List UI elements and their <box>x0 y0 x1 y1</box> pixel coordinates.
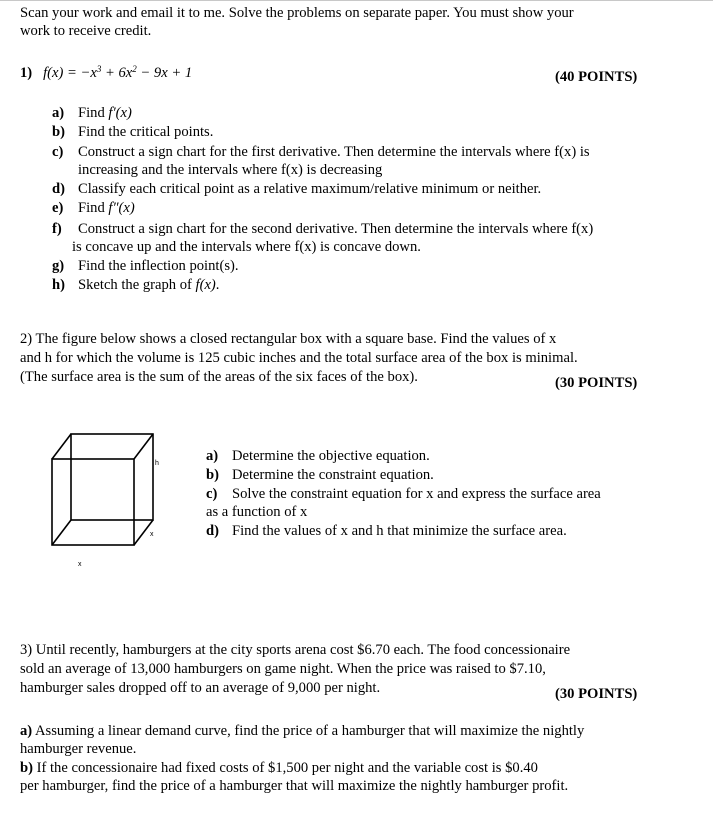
problem-3-line-1: 3) Until recently, hamburgers at the city sports arena cost $6.70 each. The food concessionaire <box>20 642 571 658</box>
part-label: b) <box>206 467 219 483</box>
part-text: Solve the constraint equation for x and express the surface area <box>232 486 601 502</box>
box-edge <box>134 434 153 459</box>
part-label: e) <box>52 200 64 216</box>
problem-3-line-2: sold an average of 13,000 hamburgers on game night. When the price was raised to $7.10, <box>20 661 546 677</box>
part-text: Determine the constraint equation. <box>232 467 434 483</box>
problem-3-line-3: hamburger sales dropped off to an average of 9,000 per night. <box>20 680 381 696</box>
part-label: a) <box>20 723 33 739</box>
part-label: f) <box>52 221 62 237</box>
part-text: Classify each critical point as a relative maximum/relative minimum or neither. <box>78 181 542 197</box>
function-exp-1: 3 <box>96 64 102 74</box>
problem-2-part-c-cont: as a function of x <box>206 504 308 520</box>
part-text: Find the values of x and h that minimize the surface area. <box>232 523 567 539</box>
label-x-side: x <box>150 531 154 538</box>
problem-2-part-b <box>206 466 434 484</box>
function-term-1: −x <box>80 65 97 81</box>
part-label: h) <box>52 277 65 293</box>
problem-1-function <box>43 65 192 81</box>
box-edge <box>52 434 71 459</box>
problem-1-part-c-cont: increasing and the intervals where f(x) is decreasing <box>78 162 383 178</box>
problem-1-number: 1) <box>20 65 33 81</box>
label-x-bottom: x <box>78 561 82 568</box>
part-label: g) <box>52 258 65 274</box>
problem-3-points: (30 POINTS) <box>555 686 638 702</box>
problem-1-heading <box>20 64 192 82</box>
problem-1-part-a <box>52 104 132 122</box>
part-label: d) <box>206 523 219 539</box>
part-label: a) <box>206 448 219 464</box>
part-text: Find <box>78 105 109 121</box>
part-label: a) <box>52 105 65 121</box>
problem-1-points: (40 POINTS) <box>555 69 638 85</box>
problem-3-part-a <box>20 722 584 740</box>
problem-2-line-2: and h for which the volume is 125 cubic inches and the total surface area of the box is minimal. <box>20 350 578 366</box>
problem-1-part-h <box>52 276 219 294</box>
problem-2-part-c <box>206 485 601 503</box>
intro-line-1: Scan your work and email it to me. Solve the problems on separate paper. You must show your <box>20 5 574 21</box>
part-label: c) <box>52 144 64 160</box>
part-math: f″(x) <box>108 200 135 216</box>
problem-1-part-e <box>52 199 135 217</box>
problem-1-part-f-cont: is concave up and the intervals where f(x) is concave down. <box>72 239 421 255</box>
box-back-face <box>71 434 153 520</box>
problem-2-line-1: 2) The figure below shows a closed rectangular box with a square base. Find the values of x <box>20 331 557 347</box>
part-text: Determine the objective equation. <box>232 448 430 464</box>
part-label: d) <box>52 181 65 197</box>
part-math: f′(x) <box>108 105 132 121</box>
problem-1-part-d <box>52 180 541 198</box>
part-label: b) <box>20 760 33 776</box>
part-text: Find the critical points. <box>78 124 214 140</box>
problem-2-line-3: (The surface area is the sum of the areas of the six faces of the box). <box>20 369 418 385</box>
problem-3-part-b-cont: per hamburger, find the price of a hamburger that will maximize the nightly hamburger profit. <box>20 778 569 794</box>
part-text: Construct a sign chart for the second derivative. Then determine the intervals where f(x) <box>78 221 594 237</box>
problem-1-part-c <box>52 143 590 161</box>
label-h: h <box>155 460 159 467</box>
function-exp-2: 2 <box>132 64 137 74</box>
part-text: Assuming a linear demand curve, find the price of a hamburger that will maximize the nightly <box>32 723 585 739</box>
part-text: Sketch the graph of <box>78 277 196 293</box>
part-label: c) <box>206 486 218 502</box>
part-text-after: . <box>215 277 220 293</box>
box-front-face <box>52 459 134 545</box>
problem-1-part-f <box>52 220 593 238</box>
problem-2-points: (30 POINTS) <box>555 375 638 391</box>
part-text: Find the inflection point(s). <box>78 258 239 274</box>
top-rule <box>0 0 713 1</box>
function-term-3: − 9x + 1 <box>136 65 193 81</box>
part-text: Find <box>78 200 109 216</box>
function-lhs: f(x) = <box>43 65 81 81</box>
intro-line-2: work to receive credit. <box>20 23 152 39</box>
problem-3-part-a-cont: hamburger revenue. <box>20 741 137 757</box>
part-text: If the concessionaire had fixed costs of $1,500 per night and the variable cost is $0.40 <box>32 760 538 776</box>
box-figure <box>40 425 180 575</box>
box-edge <box>52 520 71 545</box>
part-math: f(x) <box>195 277 216 293</box>
part-label: b) <box>52 124 65 140</box>
problem-1-part-b <box>52 123 213 141</box>
problem-2-part-d <box>206 522 567 540</box>
problem-2-part-a <box>206 447 430 465</box>
function-term-2: + 6x <box>101 65 133 81</box>
part-text: Construct a sign chart for the first derivative. Then determine the intervals where f(x) is <box>78 144 590 160</box>
problem-1-part-g <box>52 257 239 275</box>
problem-3-part-b <box>20 759 538 777</box>
